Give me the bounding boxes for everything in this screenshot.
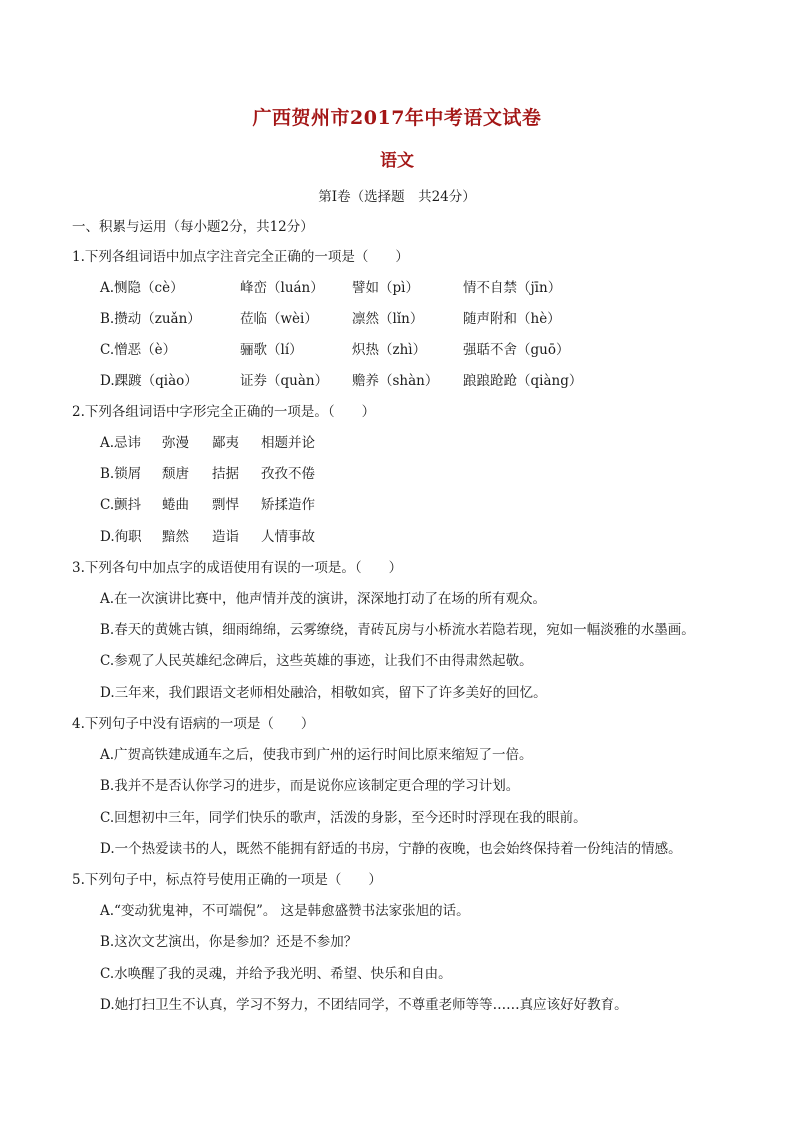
question-4-option-b: B.我并不是否认你学习的进步，而是说你应该制定更合理的学习计划。 bbox=[100, 778, 520, 794]
option-cell: D.徇职 bbox=[100, 529, 142, 545]
question-1-option-a bbox=[100, 279, 720, 297]
option-cell: 赡养（shàn） bbox=[352, 373, 439, 389]
option-cell: 强聒不舍（guō） bbox=[463, 342, 570, 358]
question-3-option-c: C.参观了人民英雄纪念碑后，这些英雄的事迹，让我们不由得肃然起敬。 bbox=[100, 653, 533, 669]
option-cell: C.憎恶（è） bbox=[100, 342, 177, 358]
option-cell: 炽热（zhì） bbox=[352, 342, 427, 358]
option-cell: 踉踉跄跄（qiàng） bbox=[463, 373, 583, 389]
question-1-option-c bbox=[100, 341, 720, 359]
question-5-option-a: A.“变动犹鬼神，不可端倪”。 这是韩愈盛赞书法家张旭的话。 bbox=[100, 903, 470, 919]
question-3-option-a: A.在一次演讲比赛中，他声情并茂的演讲，深深地打动了在场的所有观众。 bbox=[100, 591, 547, 607]
option-cell: A.忌讳 bbox=[100, 435, 142, 451]
option-cell: 凛然（lǐn） bbox=[352, 311, 424, 327]
option-cell: 造诣 bbox=[212, 529, 239, 545]
question-2-option-b bbox=[100, 465, 500, 483]
question-3-option-d: D.三年来，我们跟语文老师相处融洽，相敬如宾，留下了许多美好的回忆。 bbox=[100, 685, 547, 701]
option-cell: 情不自禁（jīn） bbox=[463, 280, 562, 296]
option-cell: 峰峦（luán） bbox=[240, 280, 324, 296]
question-5-stem: 5.下列句子中，标点符号使用正确的一项是（ ） bbox=[72, 872, 382, 888]
option-cell: 弥漫 bbox=[162, 435, 189, 451]
option-cell: B.锁屑 bbox=[100, 466, 142, 482]
question-4-option-a: A.广贺高铁建成通车之后，使我市到广州的运行时间比原来缩短了一倍。 bbox=[100, 747, 533, 763]
option-cell: A.恻隐（cè） bbox=[100, 280, 184, 296]
option-cell: 颓唐 bbox=[162, 466, 189, 482]
question-1-stem: 1.下列各组词语中加点字注音完全正确的一项是（ ） bbox=[72, 249, 409, 265]
section-heading: 一、积累与运用（每小题2分，共12分） bbox=[72, 219, 314, 235]
question-3-option-b: B.春天的黄姚古镇，细雨绵绵，云雾缭绕，青砖瓦房与小桥流水若隐若现，宛如一幅淡雅的水墨画。 bbox=[100, 622, 695, 638]
option-cell: 证券（quàn） bbox=[240, 373, 329, 389]
question-4-option-d: D.一个热爱读书的人，既然不能拥有舒适的书房，宁静的夜晚，也会始终保持着一份纯洁的情感。 bbox=[100, 841, 682, 857]
question-3-stem: 3.下列各句中加点字的成语使用有误的一项是。（ ） bbox=[72, 560, 403, 576]
option-cell: 剽悍 bbox=[212, 497, 239, 513]
option-cell: 蜷曲 bbox=[162, 497, 189, 513]
exam-title: 广西贺州市2017年中考语文试卷 bbox=[252, 107, 542, 129]
question-2-stem: 2.下列各组词语中字形完全正确的一项是。（ ） bbox=[72, 404, 376, 420]
volume-heading: 第Ⅰ卷（选择题 共24分） bbox=[318, 189, 476, 205]
option-cell: 鄙夷 bbox=[212, 435, 239, 451]
option-cell: 黯然 bbox=[162, 529, 189, 545]
question-5-option-b: B.这次文艺演出，你是参加？还是不参加？ bbox=[100, 934, 358, 950]
question-5-option-d: D.她打扫卫生不认真，学习不努力，不团结同学，不尊重老师等等……真应该好好教育。 bbox=[100, 997, 628, 1013]
option-cell: 拮据 bbox=[212, 466, 239, 482]
option-cell: B.攒动（zuǎn） bbox=[100, 311, 201, 327]
option-cell: 譬如（pì） bbox=[352, 280, 419, 296]
question-1-option-d bbox=[100, 372, 720, 390]
option-cell: 人情事故 bbox=[261, 529, 315, 545]
option-cell: C.颤抖 bbox=[100, 497, 142, 513]
option-cell: 矫揉造作 bbox=[261, 497, 315, 513]
option-cell: 莅临（wèi） bbox=[240, 311, 318, 327]
subject-heading: 语文 bbox=[380, 151, 414, 171]
question-4-option-c: C.回想初中三年，同学们快乐的歌声，活泼的身影，至今还时时浮现在我的眼前。 bbox=[100, 810, 587, 826]
option-cell: 随声附和（hè） bbox=[463, 311, 561, 327]
question-2-option-a bbox=[100, 434, 500, 452]
question-2-option-d bbox=[100, 528, 500, 546]
option-cell: 孜孜不倦 bbox=[261, 466, 315, 482]
option-cell: D.踝踱（qiào） bbox=[100, 373, 198, 389]
question-4-stem: 4.下列句子中没有语病的一项是（ ） bbox=[72, 716, 315, 732]
question-5-option-c: C.水唤醒了我的灵魂，并给予我光明、希望、快乐和自由。 bbox=[100, 966, 452, 982]
option-cell: 骊歌（lí） bbox=[240, 342, 303, 358]
option-cell: 相题并论 bbox=[261, 435, 315, 451]
question-1-option-b bbox=[100, 310, 720, 328]
question-2-option-c bbox=[100, 496, 500, 514]
